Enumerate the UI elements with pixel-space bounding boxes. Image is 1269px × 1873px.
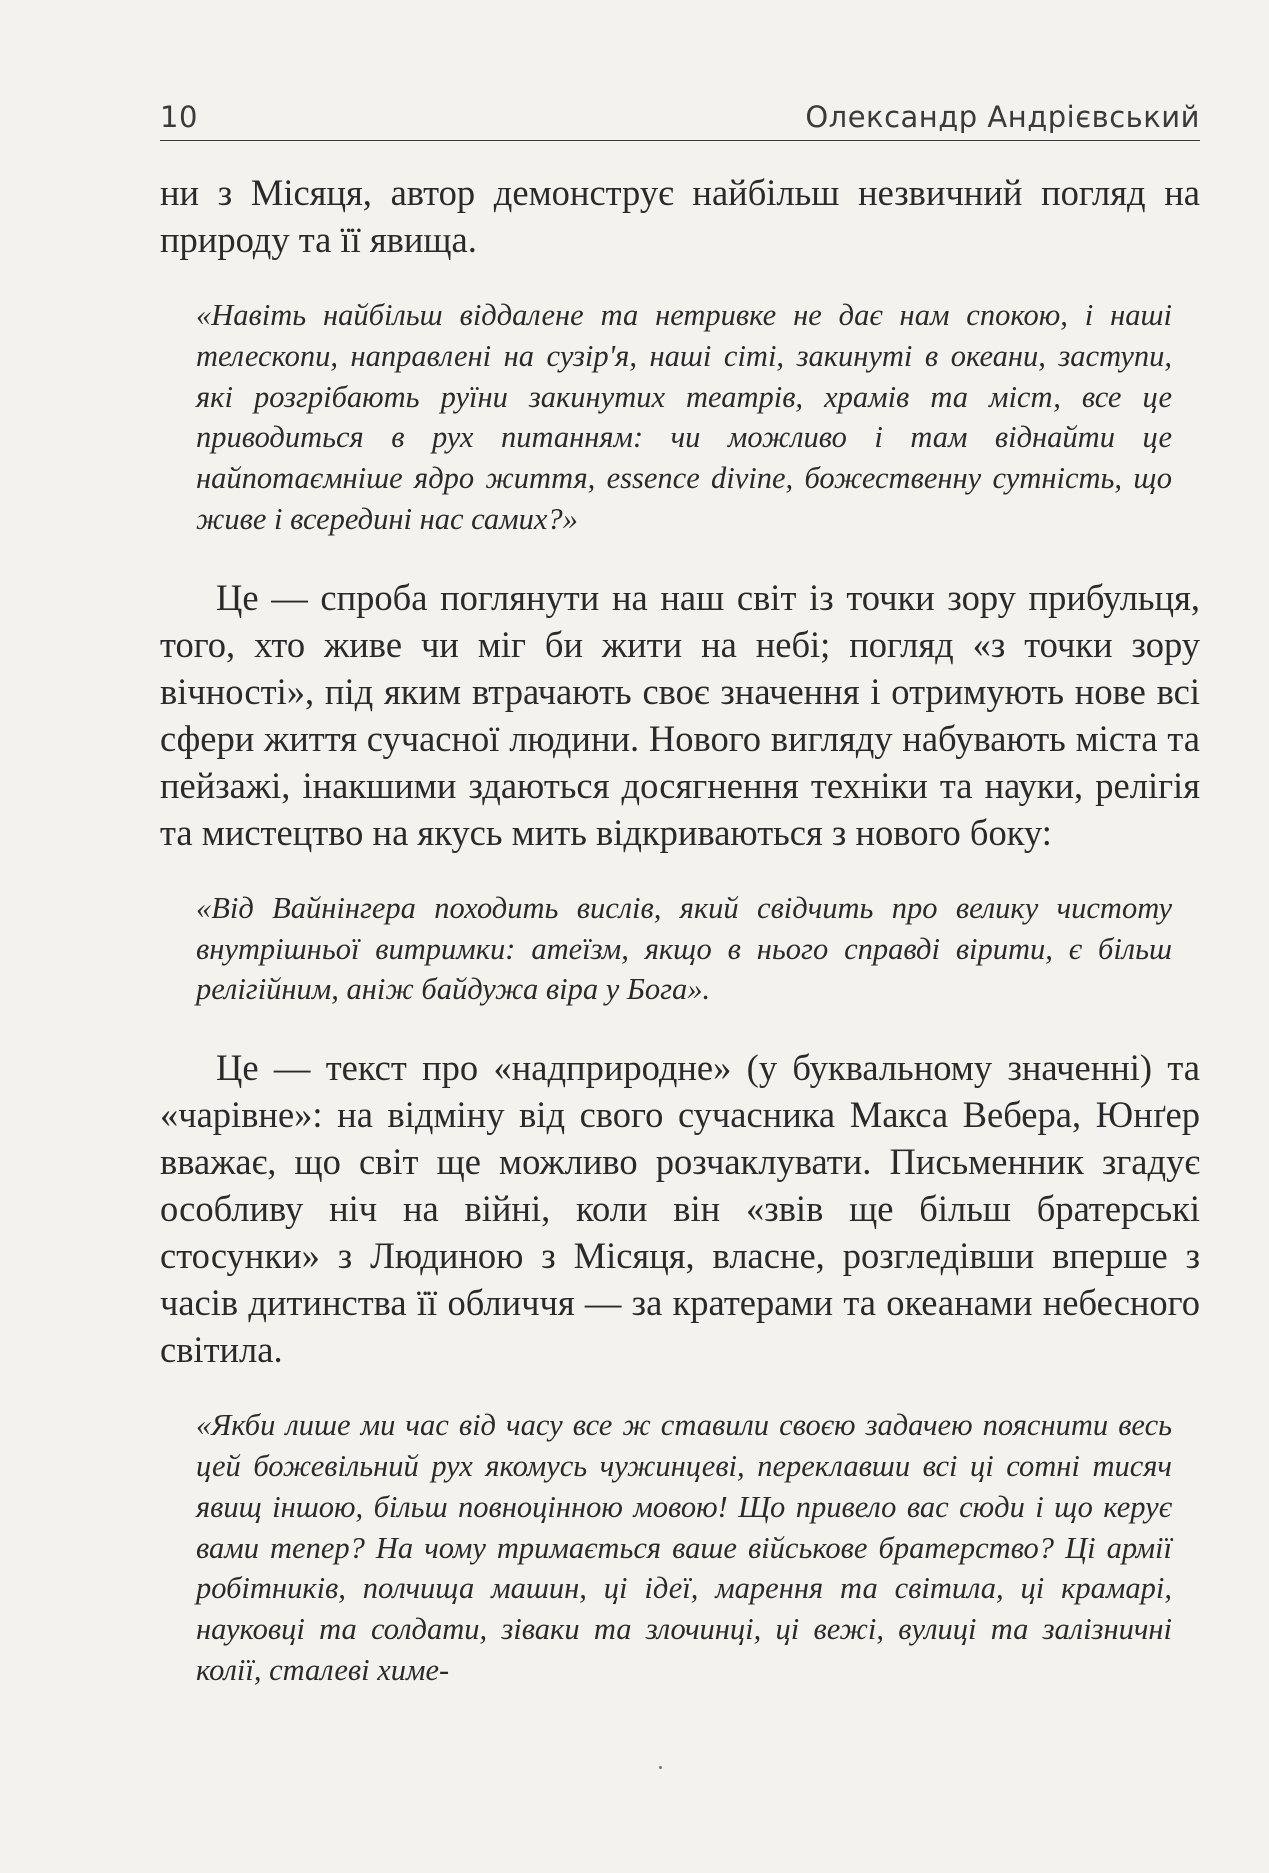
print-speck	[659, 1766, 662, 1769]
running-header	[160, 100, 1200, 141]
block-quote: «Навіть найбільш віддалене та нетривке не дає нам спокою, і наші телескопи, направлені на сузір'я, наші сіті, закинуті в океани, заступи, які розгрібають руїни закинутих театрів, храмів та міст, все це приводиться в рух питанням: чи можливо і там віднайти це найпотаємніше ядро життя, essence divine, божественну сутність, що живе і всередині нас самих?»	[196, 298, 1172, 536]
body-paragraph: Це — спроба поглянути на наш світ із точки зору прибульця, того, хто живе чи міг би жити на небі; погляд «з точки зору вічності», під яким втрачають своє значення і отримують нове всі сфери життя сучасної людини. Нового вигляду набувають міста та пейзажі, інакшими здаються досягнення техніки та науки, релігія та мистецтво на якусь мить відкриваються з нового боку:	[160, 576, 1200, 853]
running-author: Олександр Андрієвський	[805, 100, 1200, 134]
block-quote: «Якби лише ми час від часу все ж ставили своєю задачею пояснити весь цей божевільний рух якомусь чужинцеві, переклавши всі ці сотні тисяч явищ іншою, більш повноцінною мовою! Що привело вас сюди і що керує вами тепер? На чому тримається ваше військове братерство? Ці армії робітників, полчища машин, ці ідеї, марення та світила, ці крамарі, науковці та солдати, зіваки та злочинці, ці вежі, вулиці та залізничні колії, сталеві химе-	[196, 1408, 1172, 1687]
page-body	[160, 169, 1200, 1691]
body-paragraph: ни з Місяця, автор демонструє найбільш незвичний погляд на природу та її явища.	[160, 172, 1200, 260]
page-number: 10	[160, 100, 198, 134]
block-quote: «Від Вайнінгера походить вислів, який свідчить про велику чистоту внутрішньої витримки: атеїзм, якщо в нього справді вірити, є більш релігійним, аніж байдужа віра у Бога».	[196, 890, 1172, 1007]
body-paragraph: Це — текст про «надприродне» (у буквальному значенні) та «чарівне»: на відміну від свого сучасника Макса Вебера, Юнґер вважає, що світ ще можливо розчаклувати. Письменник згадує особливу ніч на війні, коли він «звів ще більш братерські стосунки» з Людиною з Місяця, власне, розгледівши вперше з часів дитинства її обличчя — за кратерами та океанами небесного світила.	[160, 1047, 1200, 1371]
book-page	[160, 100, 1200, 1691]
